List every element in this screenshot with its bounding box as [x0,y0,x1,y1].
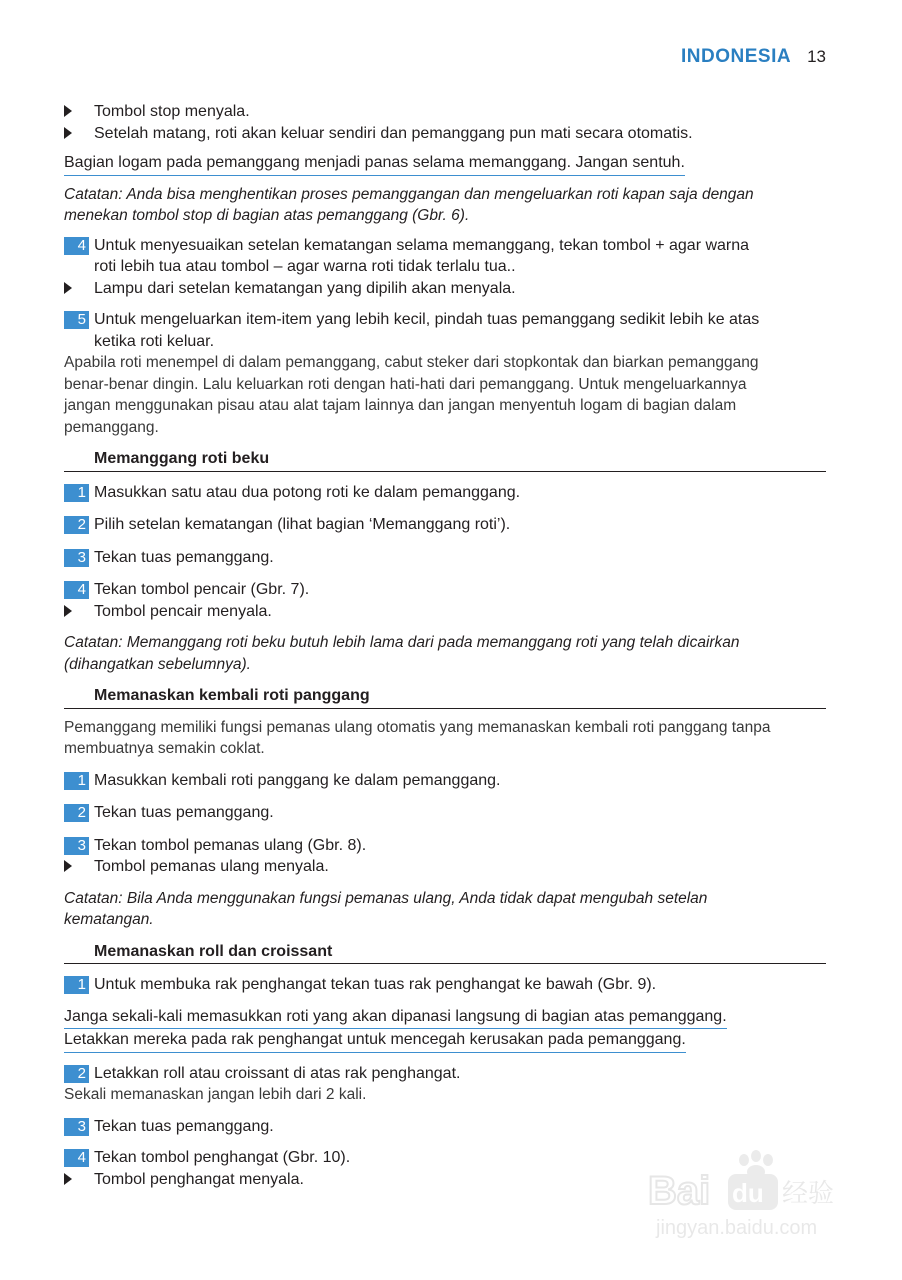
step-item: 2 Pilih setelan kematangan (lihat bagian ‘Memanggang roti’). [64,514,826,536]
step-item: 4 Tekan tombol pencair (Gbr. 7). [64,579,826,601]
bullet-icon [64,282,72,294]
step-number: 3 [64,1118,89,1136]
bullet-icon [64,605,72,617]
step-number: 3 [64,549,89,567]
svg-text:经验: 经验 [782,1179,835,1209]
step-item: 3 Tekan tuas pemanggang. [64,547,826,569]
bullet-item: Tombol pemanas ulang menyala. [64,856,826,878]
step-item: 1 Masukkan kembali roti panggang ke dalam pemanggang. [64,770,826,792]
step-number: 1 [64,484,89,502]
bullet-icon [64,860,72,872]
step-number: 2 [64,804,89,822]
paragraph: Apabila roti menempel di dalam pemanggang, cabut steker dari stopkontak dan biarkan pemanggang benar-benar dingin. Lalu keluarkan roti dengan hati-hati dari pemanggang. Untuk mengeluarkannya jangan menggunakan pisau atau alat tajam lainnya dan jangan menyentuh logam di bagian dalam pemanggang. [64,354,759,436]
svg-text:Bai: Bai [648,1169,711,1213]
language-label: INDONESIA [681,46,792,67]
step-item: 2 Letakkan roll atau croissant di atas rak penghangat. [64,1063,826,1085]
page-number: 13 [807,47,826,66]
bullet-item: Tombol pencair menyala. [64,601,826,623]
step-number: 1 [64,772,89,790]
step-number: 1 [64,976,89,994]
manual-content [64,101,826,1190]
step-item: 3 Tekan tuas pemanggang. [64,1116,826,1138]
bullet-icon [64,105,72,117]
warning-text: Letakkan mereka pada rak penghangat untuk mencegah kerusakan pada pemanggang. [64,1029,686,1053]
paragraph: Pemanggang memiliki fungsi pemanas ulang otomatis yang memanaskan kembali roti panggang tanpa membuatnya semakin coklat. [64,718,771,757]
paragraph: Sekali memanaskan jangan lebih dari 2 kali. [64,1086,367,1103]
bullet-item: Lampu dari setelan kematangan yang dipilih akan menyala. [64,278,826,300]
bullet-item: Tombol penghangat menyala. [64,1169,826,1191]
bullet-icon [64,1173,72,1185]
step-item: 4 Tekan tombol penghangat (Gbr. 10). [64,1147,826,1169]
warning-text: Bagian logam pada pemanggang menjadi panas selama memanggang. Jangan sentuh. [64,152,685,176]
svg-text:du: du [732,1178,764,1208]
section-heading-reheat: Memanaskan kembali roti panggang [64,685,826,709]
watermark-url: jingyan.baidu.com [656,1217,818,1239]
step-item: 3 Tekan tombol pemanas ulang (Gbr. 8). [64,835,826,857]
note-text: Catatan: Bila Anda menggunakan fungsi pemanas ulang, Anda tidak dapat mengubah setelan kematangan. [64,889,708,928]
bullet-icon [64,127,72,139]
bullet-item: Tombol stop menyala. [64,101,826,123]
section-heading-frozen: Memanggang roti beku [64,448,826,472]
section-heading-rolls: Memanaskan roll dan croissant [64,941,826,965]
note-text: Catatan: Anda bisa menghentikan proses pemanggangan dan mengeluarkan roti kapan saja dengan menekan tombol stop di bagian atas pemanggang (Gbr. 6). [64,185,754,224]
step-number: 5 [64,311,89,329]
step-number: 4 [64,1149,89,1167]
step-item: 4 Untuk menyesuaikan setelan kematangan selama memanggang, tekan tombol + agar warna roti lebih tua atau tombol – agar warna roti tidak terlalu tua.. [64,235,826,278]
bullet-item: Setelah matang, roti akan keluar sendiri dan pemanggang pun mati secara otomatis. [64,123,826,145]
step-number: 4 [64,237,89,255]
step-item: 2 Tekan tuas pemanggang. [64,802,826,824]
step-item: 1 Untuk membuka rak penghangat tekan tuas rak penghangat ke bawah (Gbr. 9). [64,974,826,996]
step-number: 2 [64,1065,89,1083]
step-item: 1 Masukkan satu atau dua potong roti ke dalam pemanggang. [64,482,826,504]
step-number: 2 [64,516,89,534]
note-text: Catatan: Memanggang roti beku butuh lebih lama dari pada memanggang roti yang telah dicairkan (dihangatkan sebelumnya). [64,634,740,673]
step-number: 4 [64,581,89,599]
warning-text: Janga sekali-kali memasukkan roti yang akan dipanasi langsung di bagian atas pemanggang. [64,1006,727,1030]
baidu-watermark-logo [644,1142,844,1242]
page-header [681,46,826,68]
step-number: 3 [64,837,89,855]
step-item: 5 Untuk mengeluarkan item-item yang lebih kecil, pindah tuas pemanggang sedikit lebih ke atas ketika roti keluar. [64,309,826,352]
